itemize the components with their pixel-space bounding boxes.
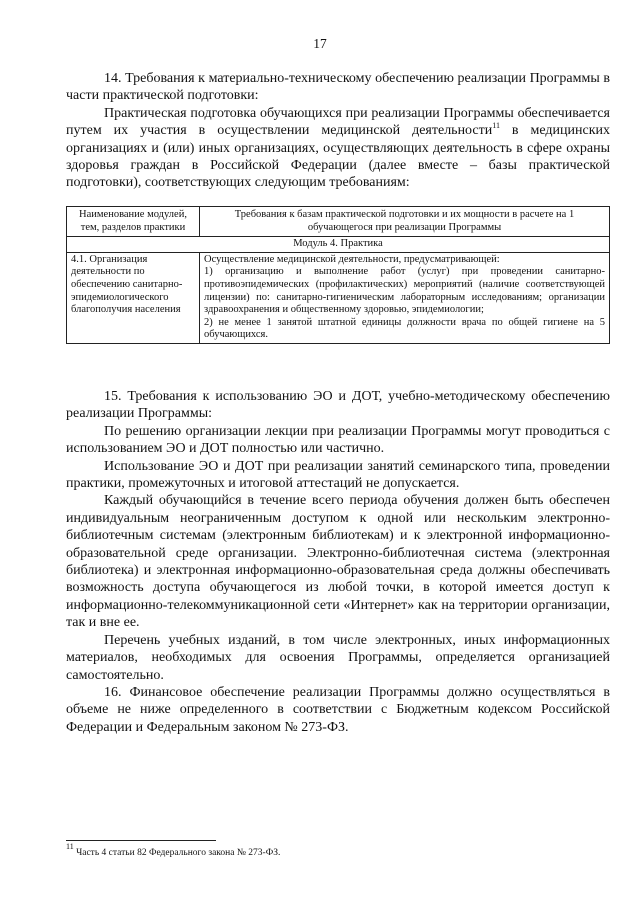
footnote-separator: [66, 840, 216, 841]
table-cell-topic: 4.1. Организация деятельности по обеспечению санитарно-эпидемиологического благополучия населения: [67, 252, 200, 343]
section-14-paragraph: [66, 105, 610, 192]
section-15-heading: 15. Требования к использованию ЭО и ДОТ, учебно-методическому обеспечению реализации Программы:: [66, 389, 610, 422]
table-header-modules: Наименование модулей, тем, разделов практики: [67, 207, 200, 237]
section-14: [66, 70, 610, 192]
page-number: 17: [313, 36, 327, 51]
footnote-text: Часть 4 статьи 82 Федерального закона № 273-ФЗ.: [73, 848, 281, 858]
footnote: [66, 842, 281, 858]
table-header-requirements: Требования к базам практической подготовки и их мощности в расчете на 1 обучающегося при реализации Программы: [200, 207, 610, 237]
practice-requirements-table: [66, 206, 610, 344]
section-14-text-b: в медицинских организациях и (или) иных организациях, осуществляющих деятельность в сфере охраны здоровья граждан в Российской Федерации (далее вместе – базы практической подготовки), соответствующих следующим требованиям:: [66, 123, 610, 191]
section-14-text-a: Практическая подготовка обучающихся при реализации Программы обеспечивается путем их участия в осуществлении медицинской деятельности: [66, 105, 610, 139]
table-header-row: [67, 207, 610, 237]
table-row: [67, 252, 610, 343]
table-module-row: [67, 237, 610, 253]
requirements-item-2: 2) не менее 1 занятой штатной единицы должности врача по общей гигиене на 5 обучающихся.: [204, 316, 605, 341]
footnote-reference: 11: [492, 121, 500, 131]
section-15-paragraph-2: Использование ЭО и ДОТ при реализации занятий семинарского типа, проведении практики, промежуточных и итоговой аттестаций не допускается.: [66, 458, 610, 492]
module-title: Модуль 4. Практика: [67, 237, 610, 253]
requirements-item-1: 1) организацию и выполнение работ (услуг) при проведении санитарно-противоэпидемических (профилактических) мероприятий (наличие соответствующей лицензии) по: санитарно-гигиеническим лабораторным исследованиям; организации здравоохранения и общественному здоровью, эпидемиологии;: [204, 266, 605, 316]
requirements-intro: Осуществление медицинской деятельности, предусматривающей:: [204, 253, 500, 265]
section-15-paragraph-4: Перечень учебных изданий, в том числе электронных, иных информационных материалов, необходимых для освоения Программы, определяется организацией самостоятельно.: [66, 632, 610, 683]
section-15-paragraph-3: Каждый обучающийся в течение всего периода обучения должен быть обеспечен индивидуальным неограниченным доступом к одной или нескольким электронно-библиотечным системам (электронным библиотекам) и к электронной информационно-образовательной среде организации. Электронно-библиотечная система (электронная библиотека) и электронная информационно-образовательная среда должны обеспечивать возможность доступа обучающегося из любой точки, в которой имеется доступ к информационно-телекоммуникационной сети «Интернет» как на территории организации, так и вне ее.: [66, 493, 610, 631]
section-15-16: [66, 388, 610, 736]
section-15-paragraph-1: По решению организации лекции при реализации Программы могут проводиться с использованием ЭО и ДОТ полностью или частично.: [66, 423, 610, 457]
section-14-heading: 14. Требования к материально-техническому обеспечению реализации Программы в части практической подготовки:: [66, 71, 610, 104]
section-16-heading: 16. Финансовое обеспечение реализации Программы должно осуществляться в объеме не ниже определенного в соответствии с Бюджетным кодексом Российской Федерации и Федеральным законом № 273-ФЗ.: [66, 684, 610, 735]
footnote-mark: 11: [66, 842, 74, 851]
table-cell-requirements: [200, 252, 610, 343]
